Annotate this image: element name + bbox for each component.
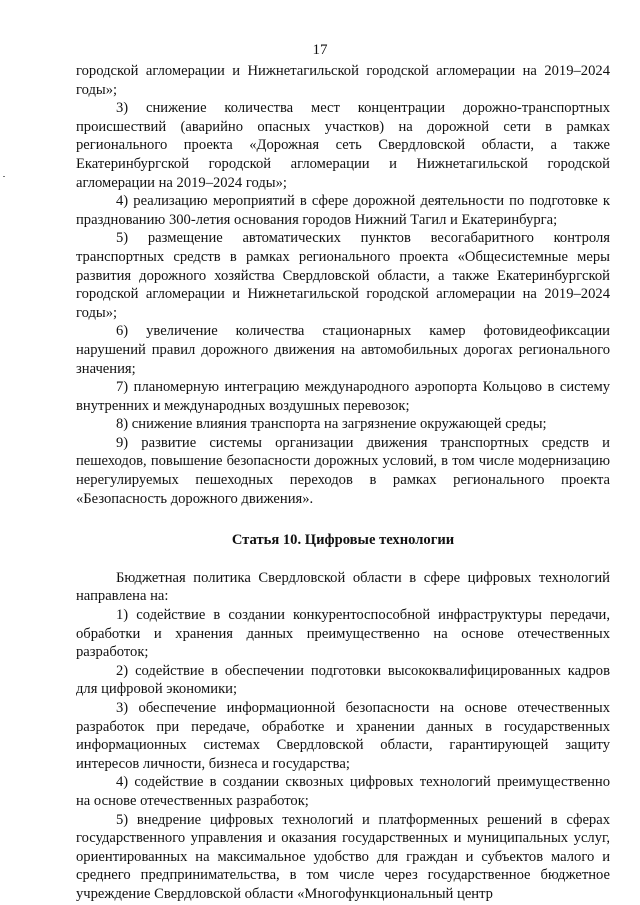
section-transport-list [76,62,610,508]
paragraph: 4) содействие в создании сквозных цифровых технологий преимущественно на основе отечественных разработок; [76,774,610,809]
section-digital-list [76,569,610,904]
paragraph: 6) увеличение количества стационарных камер фотовидеофиксации нарушений правил дорожного движения на автомобильных дорогах регионального значения; [76,323,610,377]
paragraph: 3) обеспечение информационной безопасности на основе отечественных разработок при передаче, обработке и хранении данных в государственных информационных системах Свердловской области, гарантирующей защиту интересов личности, бизнеса и государства; [76,700,610,772]
paragraph: городской агломерации и Нижнетагильской городской агломерации на 2019–2024 годы»; [76,63,610,98]
section-heading: Статья 10. Цифровые технологии [231,532,455,549]
page-number: 17 [312,42,328,58]
paragraph: 7) планомерную интеграцию международного аэропорта Кольцово в систему внутренних и международных воздушных перевозок; [76,379,610,414]
document-body [76,62,610,904]
paragraph: 2) содействие в обеспечении подготовки высококвалифицированных кадров для цифровой экономики; [76,662,610,698]
paragraph: 3) снижение количества мест концентрации дорожно-транспортных происшествий (аварийно опасных участков) на дорожной сети в рамках регионального проекта «Дорожная сеть Свердловской области, а также Екатеринбургской городской агломерации и Нижнетагильской городской агломерации на 2019–2024 годы»; [76,100,610,191]
scan-speck [3,176,5,177]
paragraph: 5) внедрение цифровых технологий и платформенных решений в сферах государственного управления и оказания государственных и муниципальных услуг, ориентированных на максимальное удобство для граждан и субъектов малого и среднего предпринимательства, в том числе через государственное бюджетное учреждение Свердловской области «Многофункциональный центр [76,811,610,902]
paragraph: 9) развитие системы организации движения транспортных средств и пешеходов, повышение безопасности дорожных условий, в том числе модернизацию нерегулируемых пешеходных переходов в рамках регионального проекта «Безопасность дорожного движения». [76,434,610,507]
paragraph: 1) содействие в создании конкурентоспособной инфраструктуры передачи, обработки и хранения данных преимущественно на основе отечественных разработок; [76,607,610,661]
paragraph: Бюджетная политика Свердловской области в сфере цифровых технологий направлена на: [76,569,610,605]
paragraph: 4) реализацию мероприятий в сфере дорожной деятельности по подготовке к празднованию 300-летия основания городов Нижний Тагил и Екатеринбурга; [76,193,610,228]
paragraph: 5) размещение автоматических пунктов весогабаритного контроля транспортных средств в рамках регионального проекта «Общесистемные меры развития дорожного хозяйства Свердловской области, а также Екатеринбургской городской агломерации и Нижнетагильской городской агломерации на 2019–2024 годы»; [76,230,610,321]
paragraph: 8) снижение влияния транспорта на загрязнение окружающей среды; [116,416,547,433]
